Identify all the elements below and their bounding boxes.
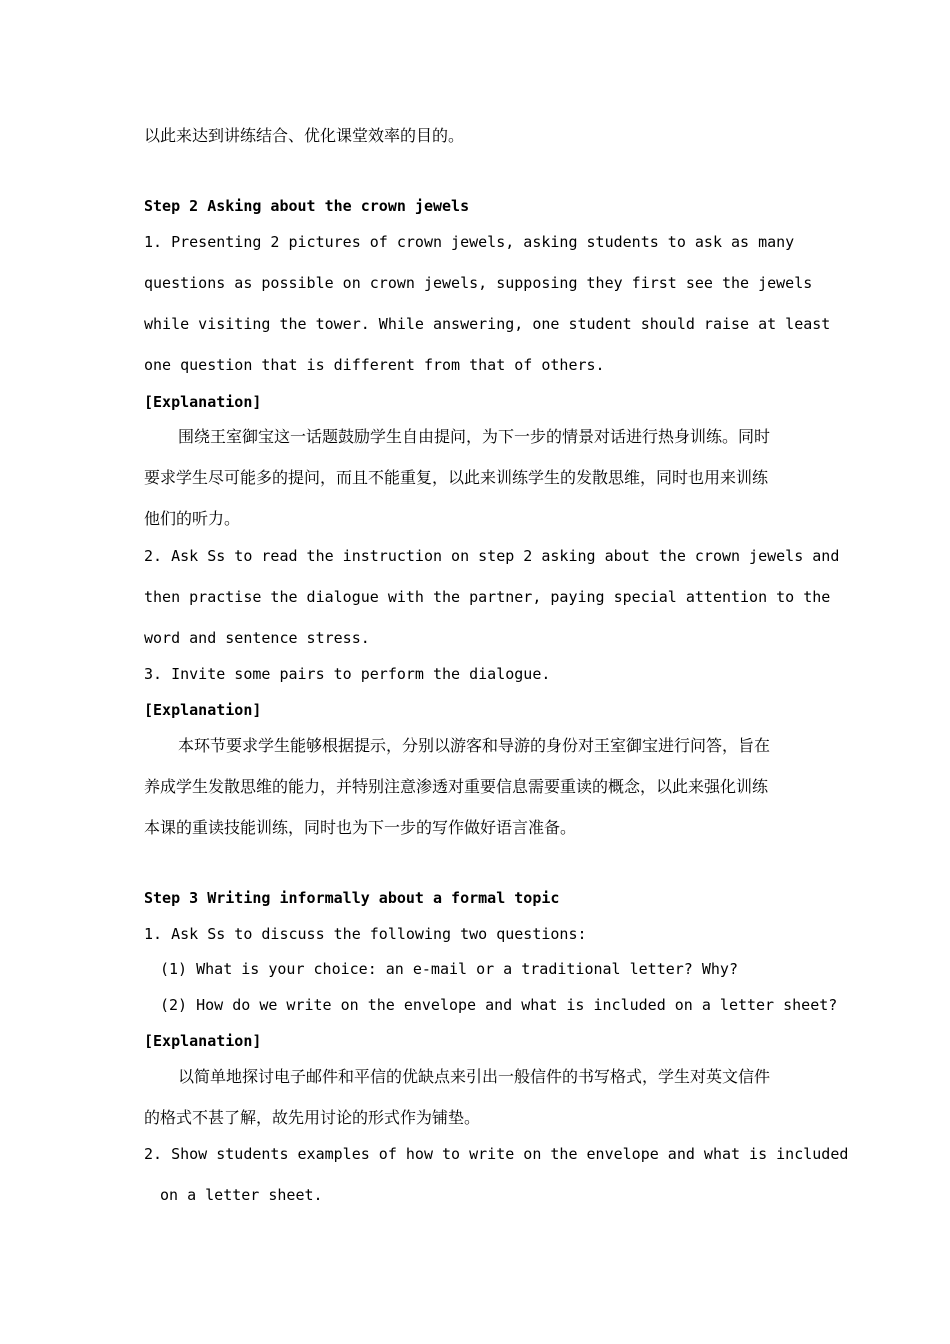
step3-heading: Step 3 Writing informally about a formal topic [144, 889, 560, 907]
step3-item2-line: 2. Show students examples of how to write on the envelope and what is included [144, 1145, 849, 1163]
explanation-line: 本环节要求学生能够根据提示，分别以游客和导游的身份对王室御宝进行问答，旨在 [178, 736, 771, 755]
step2-item1-line: 1. Presenting 2 pictures of crown jewels, asking students to ask as many [144, 233, 795, 251]
explanation-label: [Explanation] [144, 1032, 262, 1050]
step2-item1-line: questions as possible on crown jewels, supposing they first see the jewels [144, 274, 813, 292]
explanation-line: 以简单地探讨电子邮件和平信的优缺点来引出一般信件的书写格式，学生对英文信件 [178, 1067, 771, 1086]
step3-question-2: (2) How do we write on the envelope and what is included on a letter sheet? [160, 996, 838, 1014]
explanation-line: 他们的听力。 [144, 509, 241, 528]
explanation-label: [Explanation] [144, 701, 262, 719]
explanation-line: 的格式不甚了解，故先用讨论的形式作为铺垫。 [144, 1108, 481, 1127]
step3-item2-line: on a letter sheet. [160, 1186, 323, 1204]
explanation-label: [Explanation] [144, 393, 262, 411]
step2-item2-line: 2. Ask Ss to read the instruction on step 2 asking about the crown jewels and [144, 547, 840, 565]
intro-line: 以此来达到讲练结合、优化课堂效率的目的。 [144, 126, 465, 145]
step2-heading: Step 2 Asking about the crown jewels [144, 197, 470, 215]
explanation-line: 养成学生发散思维的能力，并特别注意渗透对重要信息需要重读的概念，以此来强化训练 [144, 777, 769, 796]
step2-item2-line: then practise the dialogue with the partner, paying special attention to the [144, 588, 831, 606]
step3-question-1: (1) What is your choice: an e-mail or a traditional letter? Why? [160, 960, 738, 978]
explanation-line: 围绕王室御宝这一话题鼓励学生自由提问，为下一步的情景对话进行热身训练。同时 [178, 427, 771, 446]
explanation-line: 本课的重读技能训练，同时也为下一步的写作做好语言准备。 [144, 818, 577, 837]
step3-item1: 1. Ask Ss to discuss the following two questions: [144, 925, 587, 943]
step2-item1-line: one question that is different from that of others. [144, 356, 605, 374]
explanation-line: 要求学生尽可能多的提问，而且不能重复，以此来训练学生的发散思维，同时也用来训练 [144, 468, 769, 487]
step2-item3: 3. Invite some pairs to perform the dialogue. [144, 665, 551, 683]
step2-item1-line: while visiting the tower. While answering, one student should raise at least [144, 315, 831, 333]
step2-item2-line: word and sentence stress. [144, 629, 370, 647]
